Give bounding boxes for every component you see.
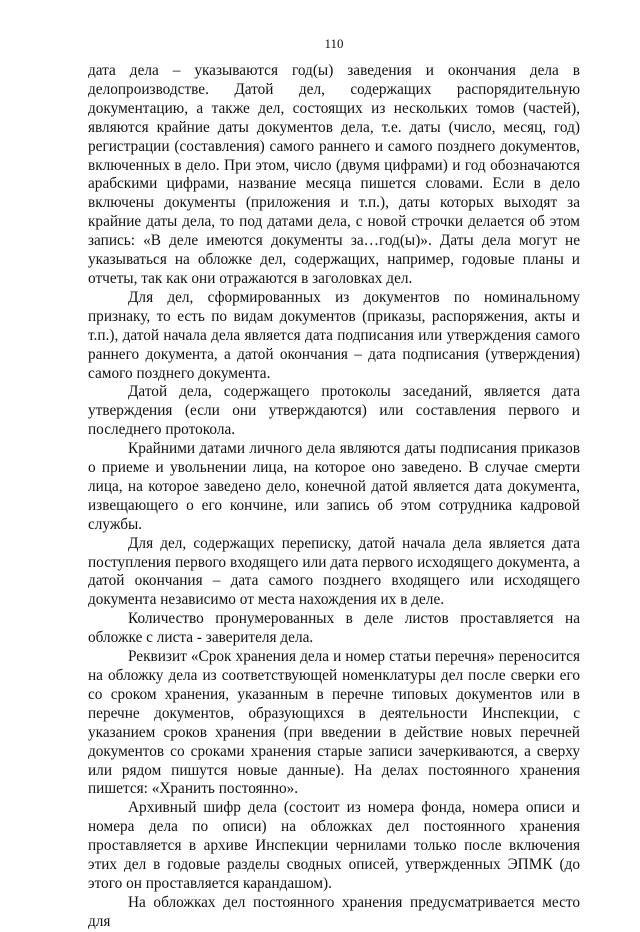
page-number: 110 [324,36,344,51]
paragraph-5: Для дел, содержащих переписку, датой начала дела является дата поступления первого входящего или дата первого исходящего документа, а датой окончания – дата самого позднего входящего или исходящего документа независимо от места нахождения их в деле. [88,534,580,609]
paragraph-3: Датой дела, содержащего протоколы заседаний, является дата утверждения (если они утверждаются) или составления первого и последнего протокола. [88,383,580,439]
paragraph-6: Количество пронумерованных в деле листов проставляется на обложке с листа - заверителя дела. [88,610,580,647]
paragraph-1: дата дела – указываются год(ы) заведения и окончания дела в делопроизводстве. Датой дел, содержащих распорядительную документацию, а также дел, состоящих из нескольких томов (частей), являются крайние даты документов дела, т.е. даты (число, месяц, год) регистрации (составления) самого раннего и самого позднего документов, включенных в дело. При этом, число (двумя цифрами) и год обозначаются арабскими цифрами, название месяца пишется словами. Если в дело включены документы (приложения и т.п.), даты которых выходят за крайние даты дела, то под датами дела, с новой строчки делается об этом запись: «В деле имеются документы за…год(ы)». Даты дела могут не указываться на обложке дел, содержащих, например, годовые планы и отчеты, так как они отражаются в заголовках дел. [88,62,580,287]
paragraph-8: Архивный шифр дела (состоит из номера фонда, номера описи и номера дела по описи) на обложках дел постоянного хранения проставляется в архиве Инспекции чернилами только после включения этих дел в годовые разделы сводных описей, утвержденных ЭПМК (до этого он проставляется карандашом). [88,799,580,892]
paragraph-2: Для дел, сформированных из документов по номинальному признаку, то есть по видам документов (приказы, распоряжения, акты и т.п.), датой начала дела является дата подписания или утверждения самого раннего документа, а датой окончания – дата подписания (утверждения) самого позднего документа. [88,288,580,382]
paragraph-4: Крайними датами личного дела являются даты подписания приказов о приеме и увольнении лица, на которое оно заведено. В случае смерти лица, на которое заведено дело, конечной датой является дата документа, извещающего о его кончине, или запись об этом сотрудника кадровой службы. [88,440,580,533]
paragraph-9: На обложках дел постоянного хранения предусматривается место для [88,893,580,930]
paragraph-7: Реквизит «Срок хранения дела и номер статьи перечня» переносится на обложку дела из соответствующей номенклатуры дел после сверки его со сроком хранения, указанным в перечне типовых документов или в перечне документов, образующихся в деятельности Инспекции, с указанием сроков хранения (при введении в действие новых перечней документов со сроками хранения старые записи зачеркиваются, а сверху или рядом пишутся новые данные). На делах постоянного хранения пишется: «Хранить постоянно». [88,648,580,798]
